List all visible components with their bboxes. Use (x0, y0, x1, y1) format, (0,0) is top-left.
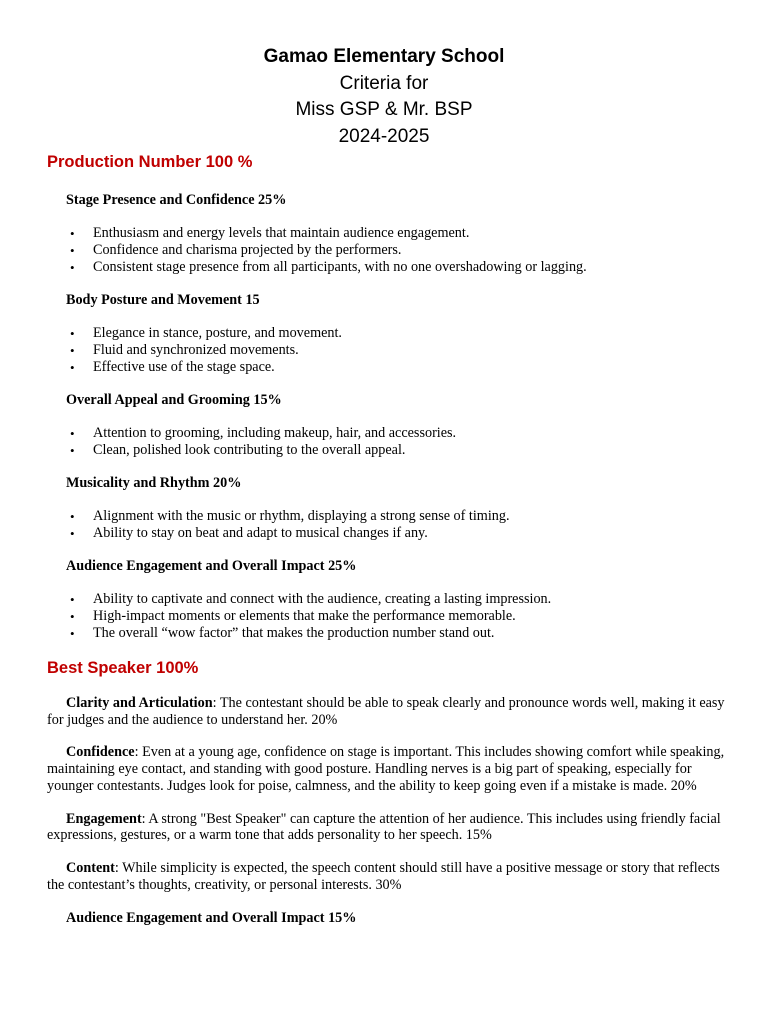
list-item: • Confidence and charisma projected by the performers. (47, 242, 727, 259)
list-item: • Fluid and synchronized movements. (47, 342, 727, 359)
criterion-list (47, 225, 727, 276)
criterion-heading: Audience Engagement and Overall Impact 15% (66, 910, 357, 927)
criterion-paragraph (47, 744, 727, 794)
criterion-heading: Stage Presence and Confidence 25% (66, 192, 287, 208)
criterion-list (47, 508, 727, 542)
list-item: • The overall “wow factor” that makes the production number stand out. (47, 625, 727, 642)
contest-name: Miss GSP & Mr. BSP (295, 99, 473, 120)
criterion-heading: Overall Appeal and Grooming 15% (66, 392, 282, 408)
criterion-text: : A strong "Best Speaker" can capture the attention of her audience. This includes using friendly facial expressions, gestures, or a warm tone that adds personality to her speech. 15% (47, 810, 721, 844)
list-item: • Attention to grooming, including makeup, hair, and accessories. (47, 425, 727, 442)
document-body (47, 149, 727, 927)
criterion-list (47, 425, 727, 459)
criterion-heading: Body Posture and Movement 15 (66, 292, 260, 308)
criterion-paragraph (47, 695, 727, 728)
school-name: Gamao Elementary School (263, 46, 505, 67)
criterion-label: Confidence (66, 744, 135, 761)
criterion-list (47, 591, 727, 642)
criterion-paragraph (47, 860, 727, 893)
list-item: • Effective use of the stage space. (47, 359, 727, 376)
production-number-title: Production Number 100 % (47, 153, 253, 171)
list-item: • Elegance in stance, posture, and movement. (47, 325, 727, 342)
list-item: • High-impact moments or elements that make the performance memorable. (47, 608, 727, 625)
list-item: • Clean, polished look contributing to the overall appeal. (47, 442, 727, 459)
list-item: • Alignment with the music or rhythm, displaying a strong sense of timing. (47, 508, 727, 525)
criterion-text: : While simplicity is expected, the speech content should still have a positive message or story that reflects the contestant’s thoughts, creativity, or personal interests. 30% (47, 859, 720, 893)
criterion-label: Clarity and Articulation (66, 695, 213, 711)
criterion-text: : Even at a young age, confidence on stage is important. This includes showing comfort while speaking, maintaining eye contact, and standing with good posture. Handling nerves is a big part of speaking, especially for younger contestants. Judges look for poise, calmness, and the ability to keep going even if a mistake is made. 20% (47, 744, 725, 794)
list-item: • Enthusiasm and energy levels that maintain audience engagement. (47, 225, 727, 242)
list-item: • Ability to captivate and connect with the audience, creating a lasting impression. (47, 591, 727, 608)
document-header (0, 44, 768, 150)
criterion-heading: Musicality and Rhythm 20% (66, 475, 242, 491)
criterion-paragraph (47, 811, 727, 844)
criterion-text: : The contestant should be able to speak clearly and pronounce words well, making it easy for judges and the audience to understand her. 20% (47, 695, 725, 728)
list-item: • Consistent stage presence from all participants, with no one overshadowing or lagging. (47, 259, 727, 276)
best-speaker-title: Best Speaker 100% (47, 659, 199, 677)
criterion-heading: Audience Engagement and Overall Impact 25% (66, 558, 357, 574)
criterion-list (47, 325, 727, 376)
school-year: 2024-2025 (338, 125, 430, 147)
criterion-label: Content (66, 859, 115, 876)
criteria-line: Criteria for (339, 72, 429, 94)
list-item: • Ability to stay on beat and adapt to musical changes if any. (47, 525, 727, 542)
criterion-label: Engagement (66, 810, 142, 827)
